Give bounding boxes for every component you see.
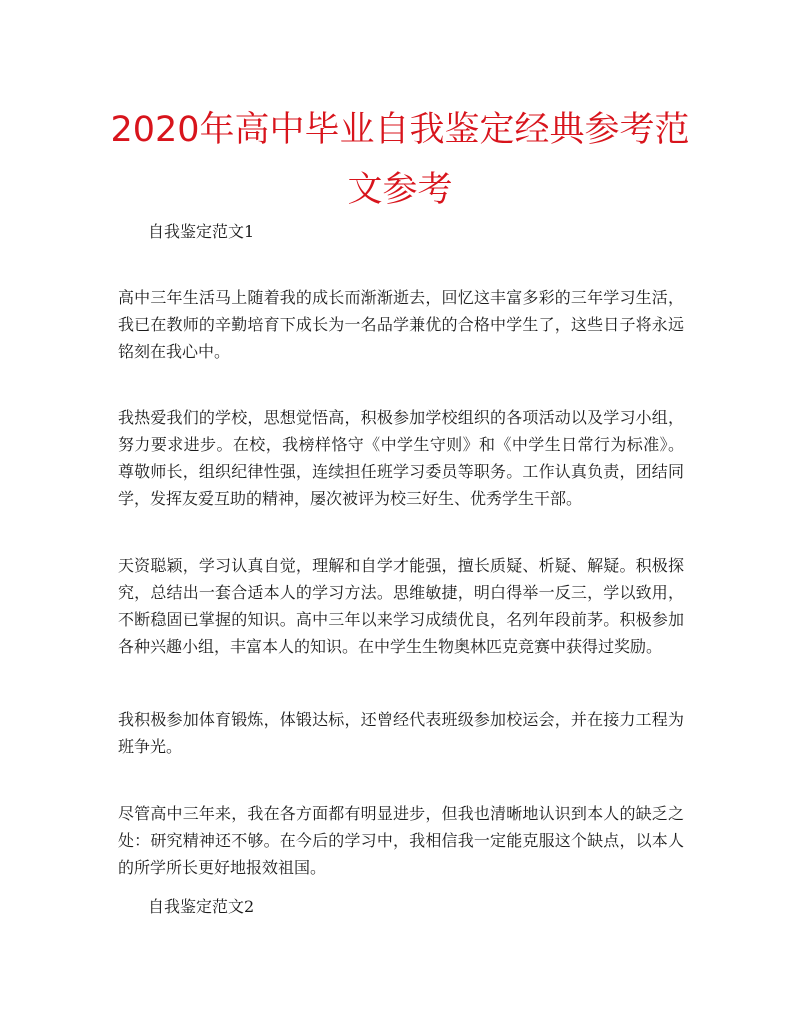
paragraph-4: 我积极参加体育锻炼，体锻达标，还曾经代表班级参加校运会，并在接力工程为班争光。 — [118, 710, 684, 756]
paragraph-3: 天资聪颖，学习认真自觉，理解和自学才能强，擅长质疑、析疑、解疑。积极探究，总结出一套合适本人的学习方法。思维敏捷，明白得举一反三，学以致用，不断稳固已掌握的知识。高中三年以来学习成绩优良，名列年段前茅。积极参加各种兴趣小组，丰富本人的知识。在中学生生物奥林匹克竞赛中获得过奖励。 — [118, 556, 684, 656]
section-heading-2: 自我鉴定范文2 — [148, 897, 255, 916]
document-title: 2020年高中毕业自我鉴定经典参考范文参考 — [110, 110, 690, 210]
paragraph-2: 我热爱我们的学校，思想觉悟高，积极参加学校组织的各项活动以及学习小组，努力要求进步。在校，我榜样恪守《中学生守则》和《中学生日常行为标准》。尊敬师长，组织纪律性强，连续担任班学习委员等职务。工作认真负责，团结同学，发挥友爱互助的精神，屡次被评为校三好生、优秀学生干部。 — [118, 408, 684, 508]
paragraph-1: 高中三年生活马上随着我的成长而渐渐逝去，回忆这丰富多彩的三年学习生活，我已在教师的辛勤培育下成长为一名品学兼优的合格中学生了，这些日子将永远铭刻在我心中。 — [118, 288, 684, 361]
paragraph-5: 尽管高中三年来，我在各方面都有明显进步，但我也清晰地认识到本人的缺乏之处：研究精神还不够。在今后的学习中，我相信我一定能克服这个缺点，以本人的所学所长更好地报效祖国。 — [118, 804, 684, 877]
section-heading-1: 自我鉴定范文1 — [148, 222, 255, 241]
